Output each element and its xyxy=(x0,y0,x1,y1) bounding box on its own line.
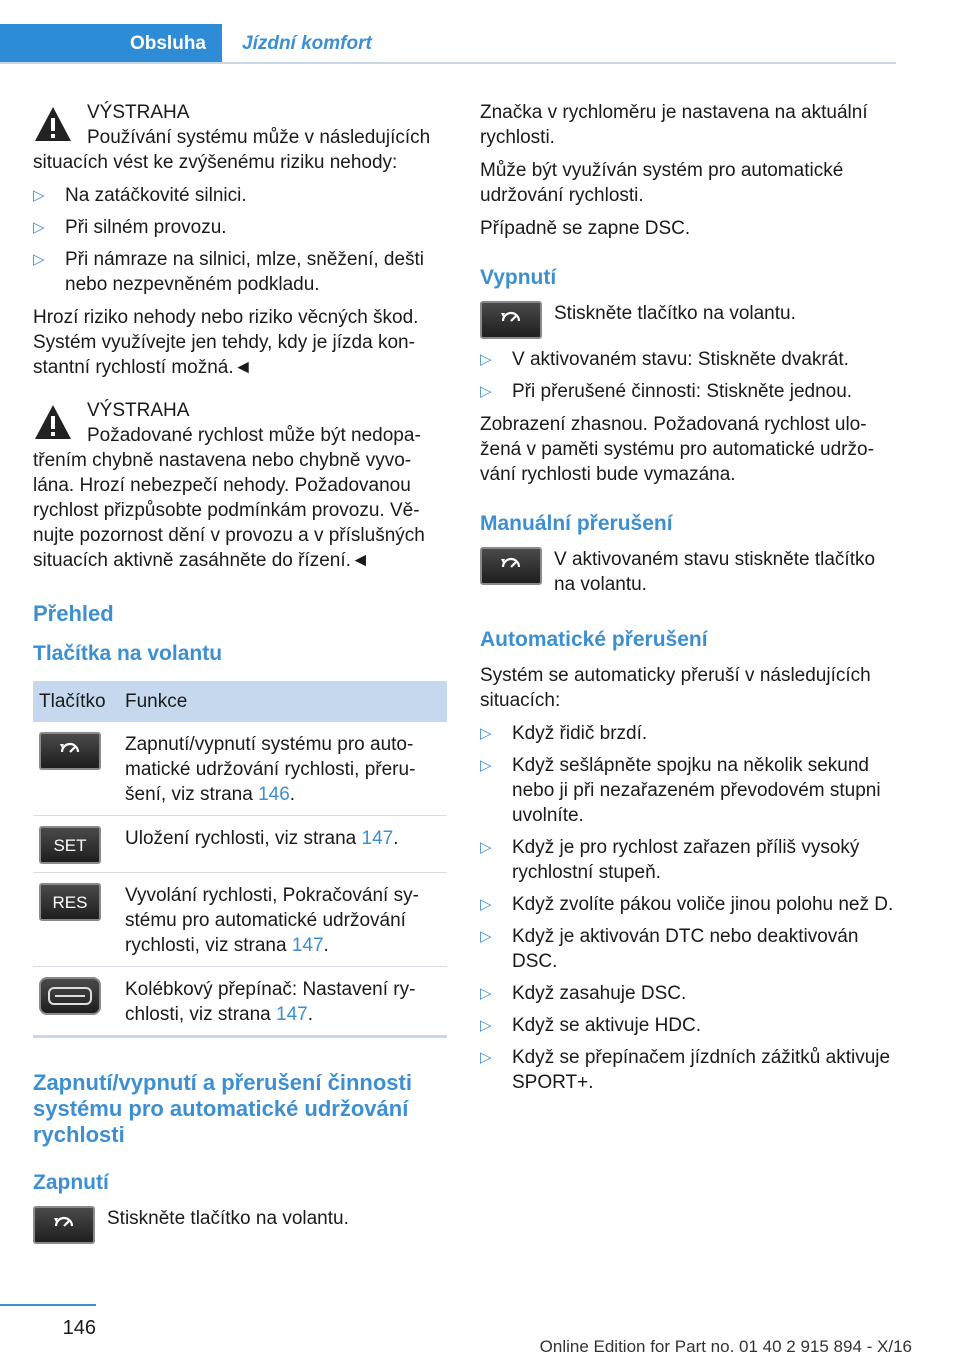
list-item: ▷ Když sešlápněte spojku na několik sekund nebo ji při nezařazeném převodovém stupni uvolníte. xyxy=(480,755,881,826)
switch-off-row xyxy=(480,301,898,339)
list-marker-icon: ▷ xyxy=(480,839,492,856)
list-marker-icon: ▷ xyxy=(33,219,45,236)
heading-overview: Přehled xyxy=(33,601,114,626)
cruise-control-button-icon xyxy=(33,1206,95,1244)
warning-list xyxy=(33,183,445,297)
list-item: ▷ Když je pro rychlost zařazen příliš vysoký rychlostní stupeň. xyxy=(480,837,860,883)
table-row xyxy=(33,873,447,967)
list-item: ▷ Když zasahuje DSC. xyxy=(480,983,687,1004)
paragraph: Značka v rychloměru je nastavena na aktuální rychlosti. xyxy=(480,102,868,148)
list-item: ▷ Když se přepínačem jízdních zážitků aktivuje SPORT+. xyxy=(480,1047,891,1093)
tab-obsluha[interactable]: Obsluha xyxy=(0,24,222,62)
manual-interrupt-row xyxy=(480,547,898,597)
heading-auto-interrupt: Automatické přerušení xyxy=(480,628,708,651)
cruise-control-button-icon xyxy=(480,301,542,339)
auto-interrupt-list xyxy=(480,721,898,1095)
warning-block-2 xyxy=(33,398,445,573)
left-column xyxy=(33,100,445,1252)
manual-interrupt-text: V aktivovaném stavu stiskněte tlačítko na volantu. xyxy=(554,549,876,595)
table-row xyxy=(33,967,447,1037)
heading-manual-interrupt: Manuální přerušení xyxy=(480,512,673,535)
warning-text: Požadované rychlost může být nedopatřením chybně nastavena nebo chybně vyvolána. Hrozí nebezpečí nehody. Požadovanou rychlost přizpůsobte podmínkám provozu. Věnujte pozornost dění v provozu a v příslušných situacích aktivně zasáhněte do řízení.◄ xyxy=(33,425,425,571)
list-marker-icon: ▷ xyxy=(480,725,492,742)
page-link[interactable]: 146 xyxy=(258,784,290,805)
list-marker-icon: ▷ xyxy=(480,1017,492,1034)
page-link[interactable]: 147 xyxy=(361,828,394,849)
table-row xyxy=(33,816,447,873)
table-cell: Kolébkový přepínač: Nastavení rychlosti, viz strana 147. xyxy=(119,967,447,1037)
warning-triangle-icon xyxy=(33,104,73,144)
switch-on-row xyxy=(33,1206,445,1244)
set-button-icon: SET xyxy=(39,826,101,864)
warning-title: VÝSTRAHA xyxy=(87,400,190,421)
paragraph: Systém se automaticky přeruší v následujících situacích: xyxy=(480,665,871,711)
list-marker-icon: ▷ xyxy=(480,757,492,774)
table-cell: Uložení rychlosti, viz strana 147. xyxy=(119,816,447,873)
warning-triangle-icon xyxy=(33,402,73,442)
buttons-table xyxy=(33,681,447,1038)
page-number: 146 xyxy=(0,1304,96,1341)
cruise-control-button-icon xyxy=(39,732,101,770)
header-tabbar xyxy=(0,24,896,64)
list-marker-icon: ▷ xyxy=(480,928,492,945)
list-marker-icon: ▷ xyxy=(33,251,45,268)
list-marker-icon: ▷ xyxy=(480,351,492,368)
heading-switch-on: Zapnutí xyxy=(33,1171,109,1194)
table-cell: Zapnutí/vypnutí systému pro automatické udržování rychlosti, přerušení, viz strana 146. xyxy=(119,722,447,816)
paragraph: Zobrazení zhasnou. Požadovaná rychlost uložená v paměti systému pro automatické udržování rychlosti bude vymazána. xyxy=(480,414,874,485)
footer-edition: Online Edition for Part no. 01 40 2 915 894 - X/16 xyxy=(539,1337,912,1356)
list-item: ▷ Při silném provozu. xyxy=(33,217,227,238)
heading-on-off: Zapnutí/vypnutí a přerušení činnosti systému pro automatické udržování rychlosti xyxy=(33,1070,412,1147)
list-marker-icon: ▷ xyxy=(480,896,492,913)
list-marker-icon: ▷ xyxy=(480,985,492,1002)
list-item: ▷ Při námraze na silnici, mlze, sněžení, dešti nebo nezpevněném podkladu. xyxy=(33,249,425,295)
heading-steering-buttons: Tlačítka na volantu xyxy=(33,642,223,665)
warning-text: Používání systému může v následujících situacích vést ke zvýšenému riziku nehody: xyxy=(33,127,431,173)
list-item: ▷ Na zatáčkovité silnici. xyxy=(33,185,247,206)
warning-title: VÝSTRAHA xyxy=(87,102,190,123)
cruise-control-button-icon xyxy=(480,547,542,585)
list-item: ▷ Když řidič brzdí. xyxy=(480,723,648,744)
switch-off-list xyxy=(480,347,898,404)
table-header-function: Funkce xyxy=(119,681,447,722)
paragraph: Může být využíván systém pro automatické udržování rychlosti. xyxy=(480,160,844,206)
switch-off-text: Stiskněte tlačítko na volantu. xyxy=(554,303,796,324)
page-link[interactable]: 147 xyxy=(291,935,324,956)
heading-switch-off: Vypnutí xyxy=(480,266,557,289)
table-row xyxy=(33,722,447,816)
warning-consequence: Hrozí riziko nehody nebo riziko věcných škod. Systém využívejte jen tehdy, kdy je jízda konstantní rychlostí možná.◄ xyxy=(33,307,419,378)
list-item: ▷ Když zvolíte pákou voliče jinou polohu než D. xyxy=(480,894,894,915)
list-marker-icon: ▷ xyxy=(33,187,45,204)
switch-on-text: Stiskněte tlačítko na volantu. xyxy=(107,1208,349,1229)
rocker-switch-icon xyxy=(39,977,101,1015)
list-marker-icon: ▷ xyxy=(480,383,492,400)
list-item: ▷ V aktivovaném stavu: Stiskněte dvakrát. xyxy=(480,349,849,370)
warning-block-1 xyxy=(33,100,445,380)
page-link[interactable]: 147 xyxy=(276,1004,308,1025)
right-column xyxy=(480,100,898,1103)
paragraph: Případně se zapne DSC. xyxy=(480,218,691,239)
list-item: ▷ Při přerušené činnosti: Stiskněte jednou. xyxy=(480,381,853,402)
list-item: ▷ Když je aktivován DTC nebo deaktivován DSC. xyxy=(480,926,859,972)
res-button-icon: RES xyxy=(39,883,101,921)
table-cell: Vyvolání rychlosti, Pokračování systému pro automatické udržování rychlosti, viz strana 147. xyxy=(119,873,447,967)
table-header-button: Tlačítko xyxy=(33,681,119,722)
tab-jizdni-komfort[interactable]: Jízdní komfort xyxy=(242,32,372,54)
list-item: ▷ Když se aktivuje HDC. xyxy=(480,1015,702,1036)
list-marker-icon: ▷ xyxy=(480,1049,492,1066)
